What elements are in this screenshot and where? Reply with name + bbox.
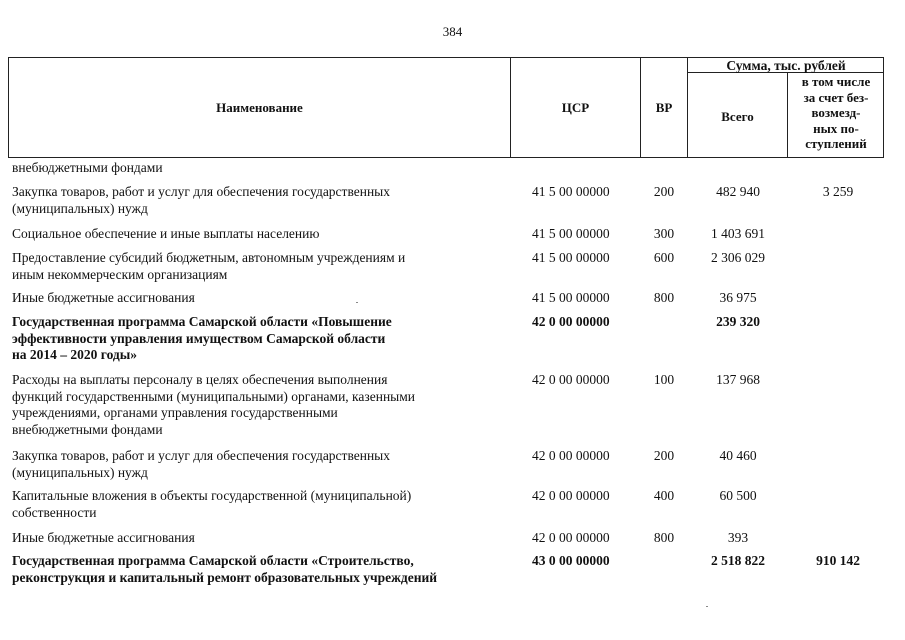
row-name: Иные бюджетные ассигнования [12,530,195,545]
row-csr: 42 0 00 00000 [532,372,610,387]
row-csr: 42 0 00 00000 [532,314,610,329]
row-free: 3 259 [822,184,854,199]
row-name: Закупка товаров, работ и услуг для обеспечения государственных (муниципальных) нужд [12,448,391,480]
row-vr: 800 [653,530,675,545]
row-csr: 41 5 00 00000 [532,226,610,241]
row-name: Закупка товаров, работ и услуг для обеспечения государственных (муниципальных) нужд [12,184,391,216]
row-total: 137 968 [716,372,760,387]
row-vr: 200 [653,448,675,463]
row-total: 482 940 [716,184,760,199]
row-vr: 300 [653,226,675,241]
row-name: Предоставление субсидий бюджетным, автономным учреждениям и иным некоммерческим организациям [12,250,406,282]
row-vr: 100 [653,372,675,387]
row-free: 910 142 [816,553,860,568]
row-vr: 200 [653,184,675,199]
row-csr: 42 0 00 00000 [532,530,610,545]
header-sum-group: Сумма, тыс. рублей [726,58,846,73]
row-csr: 41 5 00 00000 [532,290,610,305]
row-total: 40 460 [719,448,757,463]
header-name: Наименование [216,100,303,115]
row-total: 2 306 029 [711,250,765,265]
row-csr: 41 5 00 00000 [532,250,610,265]
header-free: в том числе за счет без- возмезд- ных по- ступлений [801,74,871,151]
row-total: 239 320 [716,314,760,329]
scan-speck [706,606,708,607]
row-vr: 800 [653,290,675,305]
row-csr: 42 0 00 00000 [532,488,610,503]
row-csr: 43 0 00 00000 [532,553,610,568]
row-csr: 41 5 00 00000 [532,184,610,199]
row-total: 393 [727,530,749,545]
row-name: Капитальные вложения в объекты государственной (муниципальной) собственности [12,488,412,520]
scan-speck [356,302,358,303]
row-name: Социальное обеспечение и иные выплаты населению [12,226,320,241]
header-total: Всего [721,109,754,124]
header-vr: ВР [655,100,673,115]
row-name: Иные бюджетные ассигнования [12,290,195,305]
row-name: Государственная программа Самарской области «Строительство, реконструкция и капитальный ремонт образовательных учреждений [12,553,438,585]
header-csr: ЦСР [561,100,590,115]
row-name: внебюджетными фондами [12,160,163,175]
row-total: 2 518 822 [711,553,765,568]
row-name: Государственная программа Самарской области «Повышение эффективности управления имуществом Самарской области на 2014 – 2020 годы» [12,314,392,362]
row-csr: 42 0 00 00000 [532,448,610,463]
row-vr: 400 [653,488,675,503]
row-total: 36 975 [719,290,757,305]
table-header [0,0,905,160]
row-total: 60 500 [719,488,757,503]
row-name: Расходы на выплаты персоналу в целях обеспечения выполнения функций государственными (муниципальными) органами, казенными учреждениями, органами управления государственными внебюджетными фондами [12,372,416,437]
page-number: 384 [442,24,463,39]
row-vr: 600 [653,250,675,265]
row-total: 1 403 691 [711,226,765,241]
